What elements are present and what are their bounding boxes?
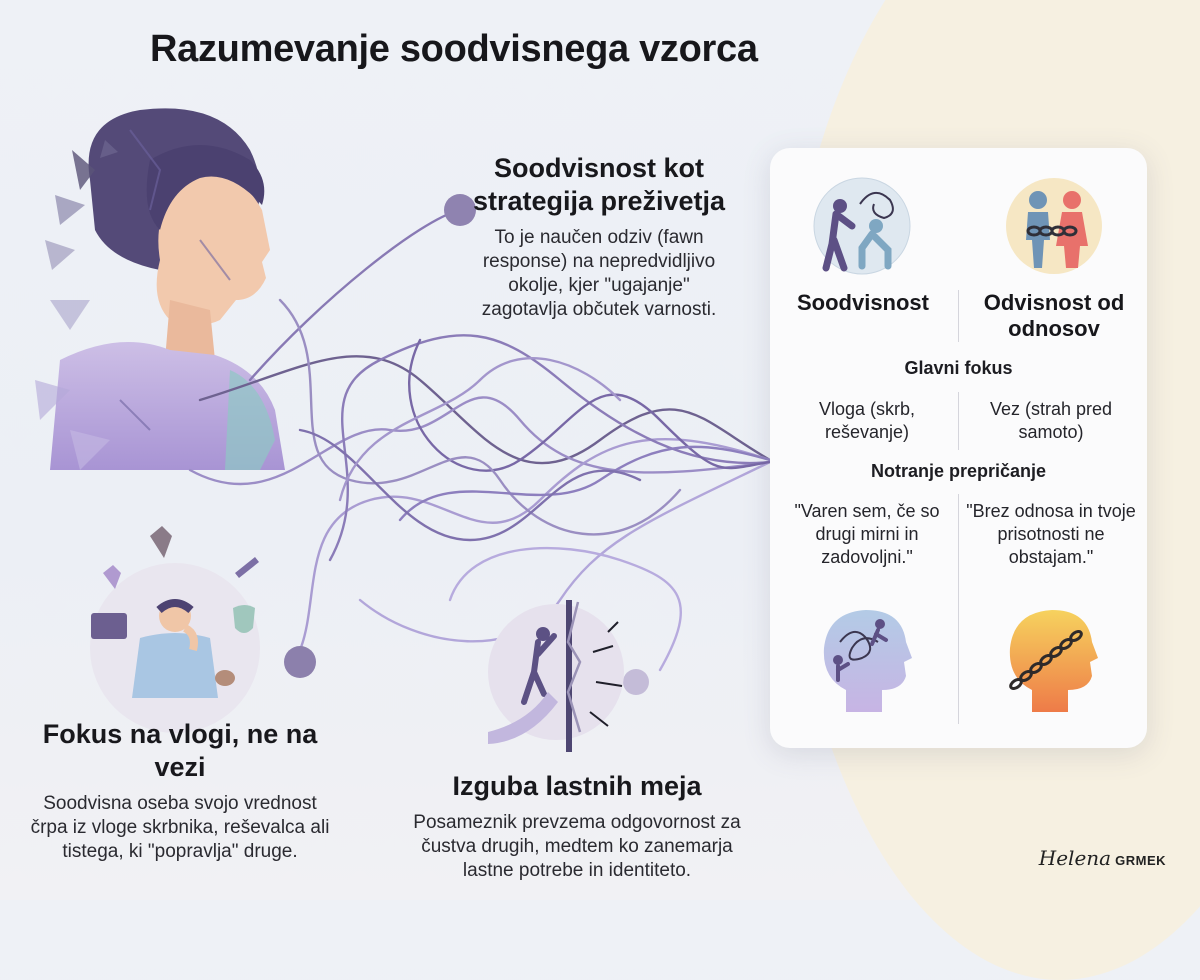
row-label-main-focus: Glavni fokus — [904, 358, 1013, 378]
helper-person-icon — [812, 176, 912, 276]
role-focus-heading: Fokus na vlogi, ne na vezi — [42, 719, 318, 782]
strategy-heading: Soodvisnost kot strategija preživetja — [472, 153, 726, 216]
comparison-card — [770, 148, 1147, 748]
right-column-title: Odvisnost od odnosov — [983, 290, 1125, 341]
head-tangle-icon — [816, 602, 916, 718]
head-chain-icon — [1002, 602, 1102, 718]
cell-relationship-belief: "Brez odnosa in tvoje prisotnosti ne obstajam." — [966, 501, 1136, 567]
cell-codependency-focus: Vloga (skrb, reševanje) — [818, 399, 916, 442]
cell-codependency-belief: "Varen sem, če so drugi mirni in zadovoljni." — [794, 501, 940, 567]
left-column-title: Soodvisnost — [796, 290, 929, 315]
signature-brand: GRMEK — [1115, 853, 1166, 868]
column-divider — [958, 392, 959, 450]
strategy-section — [468, 152, 730, 322]
row-label-inner-belief: Notranje prepričanje — [870, 461, 1047, 481]
column-divider — [958, 290, 959, 342]
signature-script: Helena — [1038, 846, 1112, 870]
role-focus-section — [30, 718, 330, 864]
chained-couple-icon — [1004, 176, 1104, 276]
cell-relationship-focus: Vez (strah pred samoto) — [989, 399, 1113, 442]
strategy-text: To je naučen odziv (fawn response) na nepredvidljivo okolje, kjer "ugajanje" zagotavlja občutek varnosti. — [481, 227, 717, 320]
page-title: Razumevanje soodvisnega vzorca — [150, 28, 758, 70]
author-signature — [1039, 846, 1166, 870]
boundaries-section — [412, 770, 742, 883]
column-divider — [958, 494, 959, 724]
boundaries-text: Posameznik prevzema odgovornost za čustva drugih, medtem ko zanemarja lastne potrebe in identiteto. — [413, 812, 741, 881]
role-focus-text: Soodvisna oseba svojo vrednost črpa iz vloge skrbnika, reševalca ali tistega, ki "popravlja" druge. — [30, 793, 330, 862]
boundaries-heading: Izguba lastnih meja — [452, 771, 702, 801]
